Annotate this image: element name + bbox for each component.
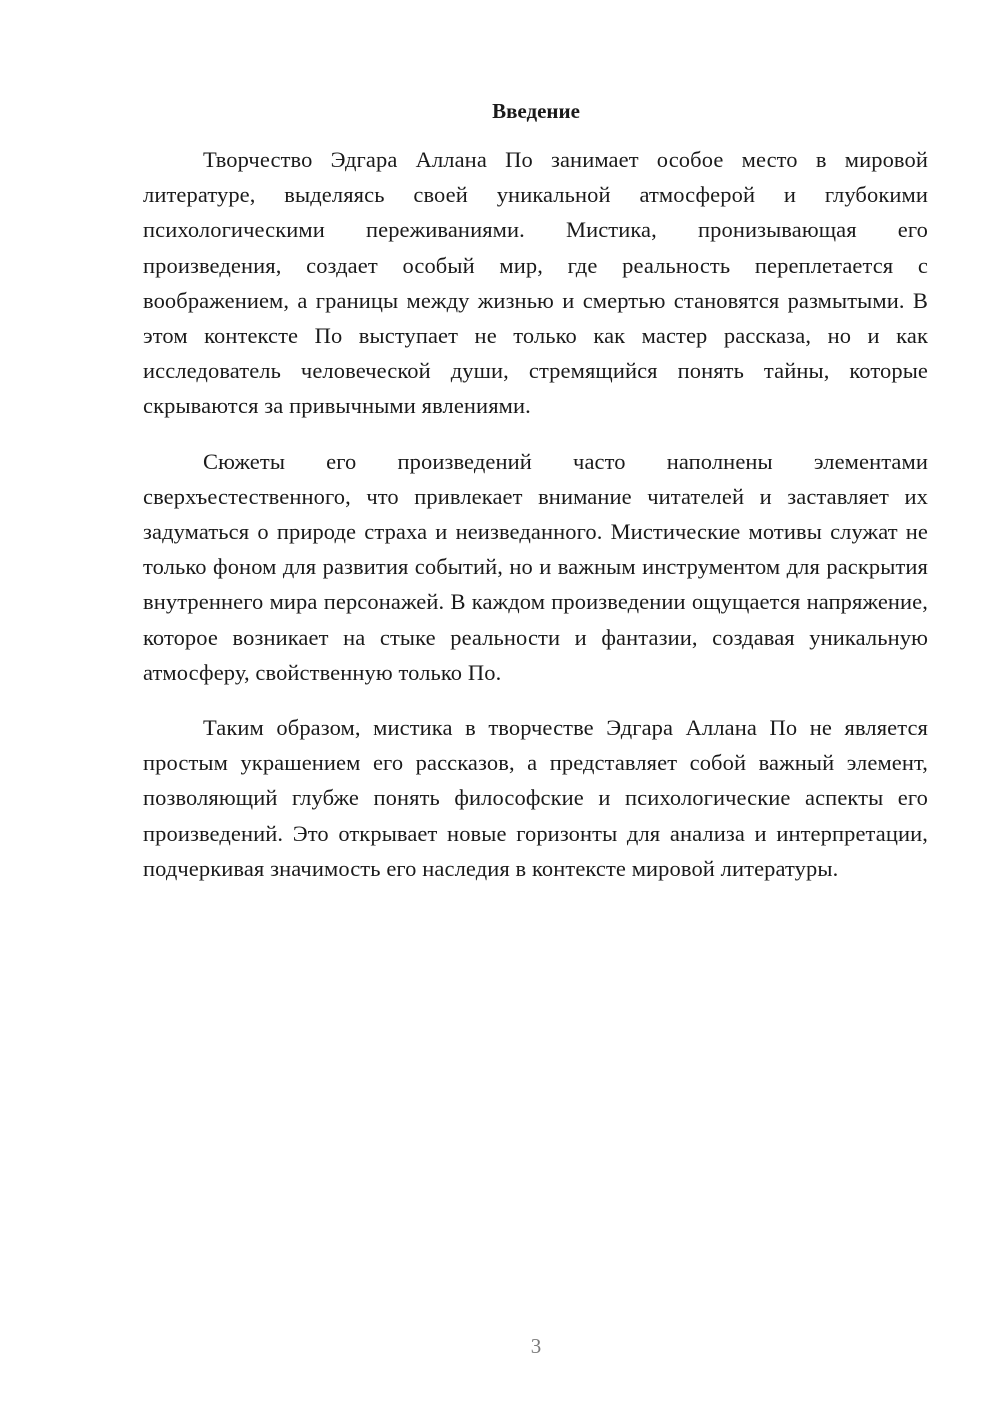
page-number: 3 bbox=[530, 1334, 542, 1358]
paragraph-1: Творчество Эдгара Аллана По занимает особое место в мировой литературе, выделяясь своей уникальной атмосферой и глубокими психологическими переживаниями. Мистика, пронизывающая его произведения, создает особый мир, где реальность переплетается с воображением, а границы между жизнью и смертью становятся размытыми. В этом контексте По выступает не только как мастер рассказа, но и как исследователь человеческой души, стремящийся понять тайны, которые скрываются за привычными явлениями. bbox=[143, 147, 928, 419]
paragraph-2: Сюжеты его произведений часто наполнены элементами сверхъестественного, что привлекает внимание читателей и заставляет их задуматься о природе страха и неизведанного. Мистические мотивы служат не только фоном для развития событий, но и важным инструментом для раскрытия внутреннего мира персонажей. В каждом произведении ощущается напряжение, которое возникает на стыке реальности и фантазии, создавая уникальную атмосферу, свойственную только По. bbox=[143, 448, 928, 685]
document-body bbox=[143, 142, 928, 906]
page-title: Введение bbox=[492, 99, 580, 123]
paragraph-3: Таким образом, мистика в творчестве Эдгара Аллана По не является простым украшением его рассказов, а представляет собой важный элемент, позволяющий глубже понять философские и психологические аспекты его произведений. Это открывает новые горизонты для анализа и интерпретации, подчеркивая значимость его наследия в контексте мировой литературы. bbox=[143, 715, 928, 881]
